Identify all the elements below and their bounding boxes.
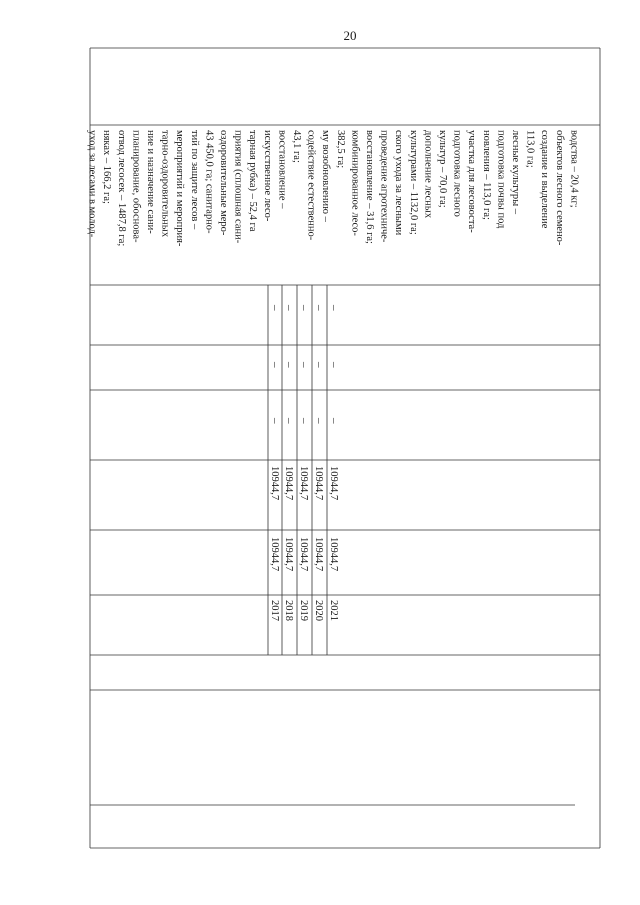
description-line: искусственное лесо- [261,130,273,222]
description-line: культур – 70,0 га; [437,130,448,208]
description-line: оздоровительные меро- [218,130,229,236]
dash-c: – [298,418,310,424]
value-b: 10944,7 [298,537,309,572]
value-a: 10944,7 [283,466,294,501]
description-line: комбинированное лесо- [349,130,361,236]
description-line: тий по защите лесов – [188,130,200,230]
year-label: 2020 [313,600,324,621]
value-a: 10944,7 [269,466,280,501]
description-line: отвод лесосек – 1487,8 га; [115,130,127,247]
year-label: 2017 [269,600,280,621]
description-line: приятия (сплошная сани- [232,130,244,244]
description-line: му возобновлению – [320,130,332,222]
description-line: лесные культуры – [510,130,521,215]
page-number: 20 [343,28,357,43]
dash-d: – [313,362,325,368]
description-line: 382,5 га; [334,130,346,169]
value-b: 10944,7 [328,537,339,572]
description-line: подготовка почвы под [495,130,507,229]
year-label: 2019 [298,600,309,621]
description-line: проведение агротехниче- [378,130,390,243]
value-b: 10944,7 [283,537,294,572]
description-line: культурами – 1132,0 га; [407,130,419,235]
description-line: тарно-оздоровительных [159,130,171,238]
description-line: содействие естественно- [305,130,317,241]
dash-e: – [283,305,295,311]
dash-e: – [328,305,340,311]
description-line: создание и выделение [539,130,551,229]
description-line: дополнение лесных [422,130,434,219]
description-line: участка для лесовоста- [466,130,478,233]
description-line: восстановление – [276,130,288,209]
dash-d: – [269,362,281,368]
value-a: 10944,7 [328,466,339,501]
description-line: ние и назначение сани- [145,130,156,234]
description-line: ского ухода за лесными [393,130,405,236]
description-line: 113,0 га; [524,130,536,168]
description-line: 43 450,0 га; санитарно- [203,130,215,234]
dash-c: – [313,418,325,424]
dash-e: – [269,305,281,311]
description-line: планирование, обоснова- [130,130,142,243]
value-a: 10944,7 [298,466,309,501]
dash-c: – [283,418,295,424]
dash-d: – [328,362,340,368]
value-b: 10944,7 [313,537,324,572]
description-line: мероприятий и мероприя- [174,130,186,247]
value-b: 10944,7 [269,537,280,572]
description-line: водства – 20,4 кг; [568,130,580,208]
year-label: 2021 [328,600,339,621]
year-cells [269,304,340,621]
description-line: новления – 113,0 га; [480,130,492,220]
description-line: объектов лесного семено- [553,130,565,246]
year-label: 2018 [283,600,294,621]
description-line: 43,1 га; [291,130,302,163]
description-line: уход за лесами в молод- [86,130,98,238]
dash-e: – [313,305,325,311]
description-line: няках – 166,2 га; [101,130,113,204]
value-a: 10944,7 [313,466,324,501]
description-line: восстановление – 31,6 га; [364,130,375,244]
description-cell [87,130,580,247]
dash-d: – [283,362,295,368]
description-line: тарная рубка) – 52,4 га [247,130,259,232]
description-line: подготовка лесного [451,130,463,217]
dash-c: – [269,418,281,424]
dash-c: – [328,418,340,424]
dash-e: – [298,305,310,311]
dash-d: – [298,362,310,368]
